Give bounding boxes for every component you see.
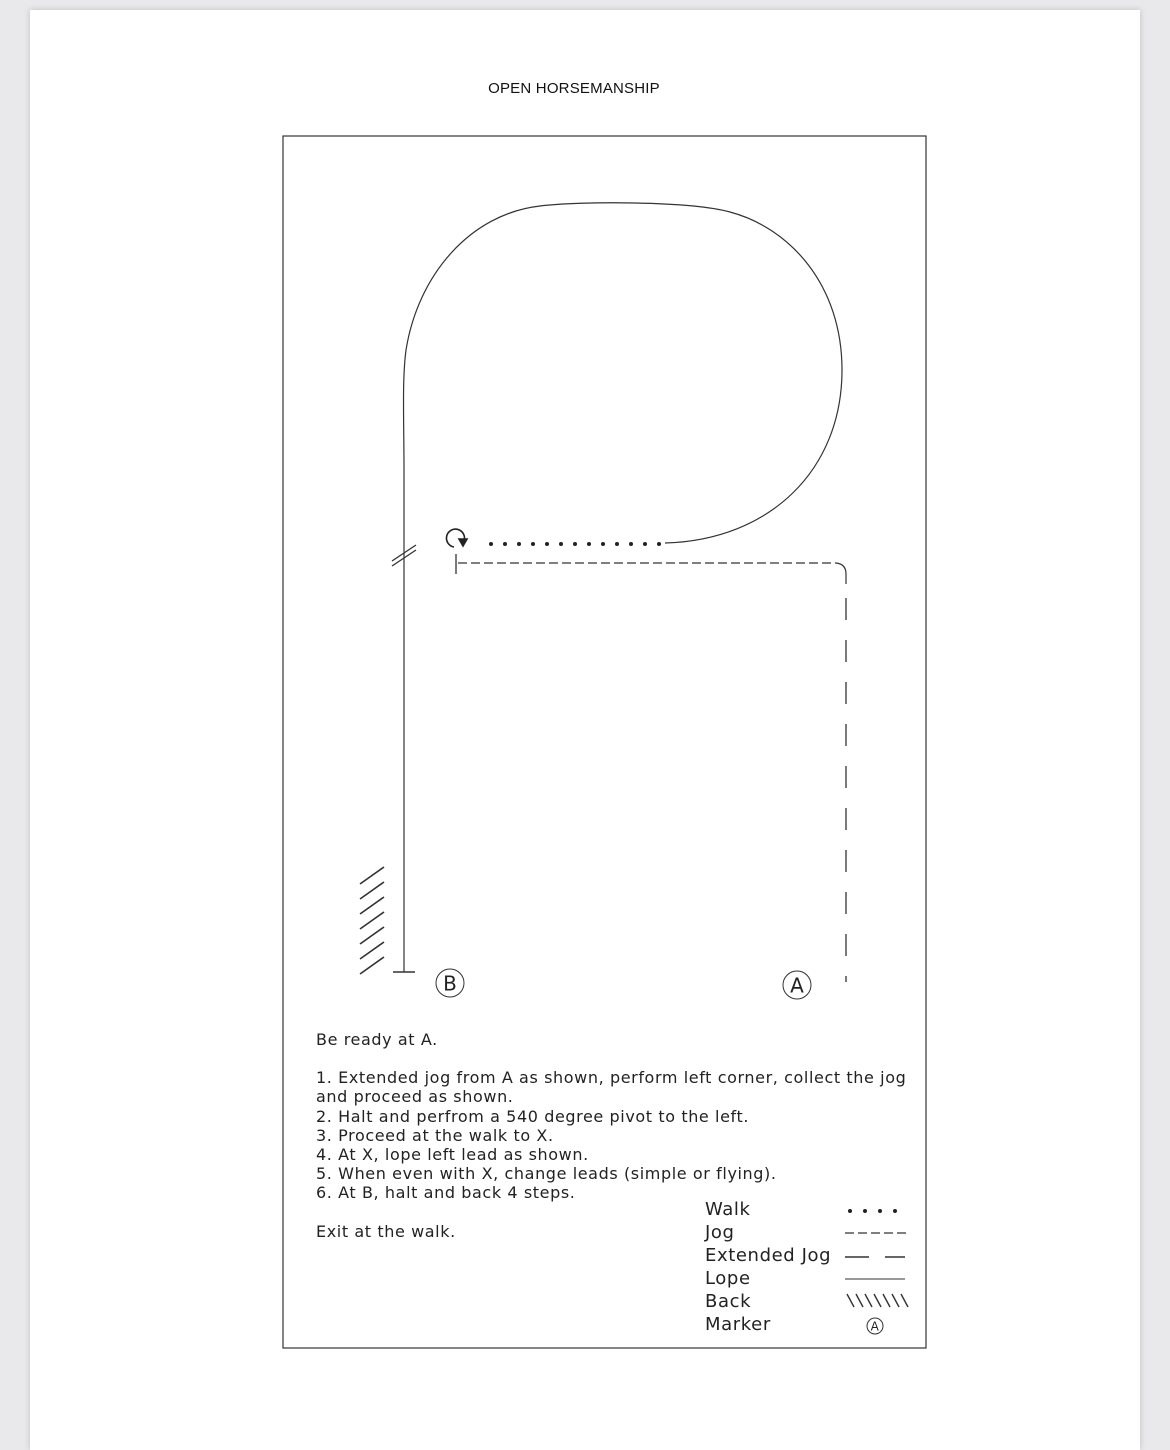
legend-item-back: [705, 1290, 915, 1313]
pattern-title: OPEN HORSEMANSHIP: [488, 80, 660, 97]
jog-symbol: [845, 1221, 909, 1244]
pattern-step: 2. Halt and perfrom a 540 degree pivot to the left.: [316, 1106, 750, 1126]
back-symbol: [845, 1290, 909, 1313]
pattern-step: 6. At B, halt and back 4 steps.: [316, 1183, 576, 1203]
legend-item-lope: [705, 1267, 915, 1290]
legend-label: Marker: [705, 1314, 771, 1335]
legend: [705, 1198, 915, 1336]
exit-instruction: Exit at the walk.: [316, 1221, 456, 1241]
legend-label: Back: [705, 1291, 752, 1312]
legend-label: Jog: [705, 1222, 735, 1243]
walk-symbol: [845, 1198, 909, 1221]
back-hatch: [360, 867, 384, 974]
marker-symbol: [845, 1313, 909, 1336]
legend-item-walk: [705, 1198, 915, 1221]
svg-text:A: A: [790, 973, 804, 998]
legend-item-jog: [705, 1221, 915, 1244]
pattern-step: 3. Proceed at the walk to X.: [316, 1125, 554, 1145]
legend-item-marker: [705, 1313, 915, 1336]
svg-text:A: A: [870, 1319, 880, 1334]
lope-path: [404, 203, 843, 972]
pivot-icon: [446, 529, 467, 547]
pattern-step: 4. At X, lope left lead as shown.: [316, 1145, 589, 1165]
legend-item-extended-jog: [705, 1244, 915, 1267]
pattern-step: 5. When even with X, change leads (simple or flying).: [316, 1164, 777, 1184]
jog-corner: [836, 563, 846, 584]
walk-path: [489, 542, 661, 546]
legend-label: Walk: [705, 1199, 751, 1220]
legend-label: Lope: [705, 1268, 751, 1289]
pattern-steps: [316, 1068, 916, 1202]
legend-label: Extended Jog: [705, 1245, 832, 1266]
marker-b: [436, 969, 464, 997]
svg-text:B: B: [443, 971, 457, 996]
extended-jog-symbol: [845, 1244, 909, 1267]
pattern-step: 1. Extended jog from A as shown, perform left corner, collect the jog and proceed as shown.: [316, 1068, 907, 1107]
ready-instruction: Be ready at A.: [316, 1030, 438, 1049]
marker-a: [783, 971, 811, 999]
lope-symbol: [845, 1267, 909, 1290]
